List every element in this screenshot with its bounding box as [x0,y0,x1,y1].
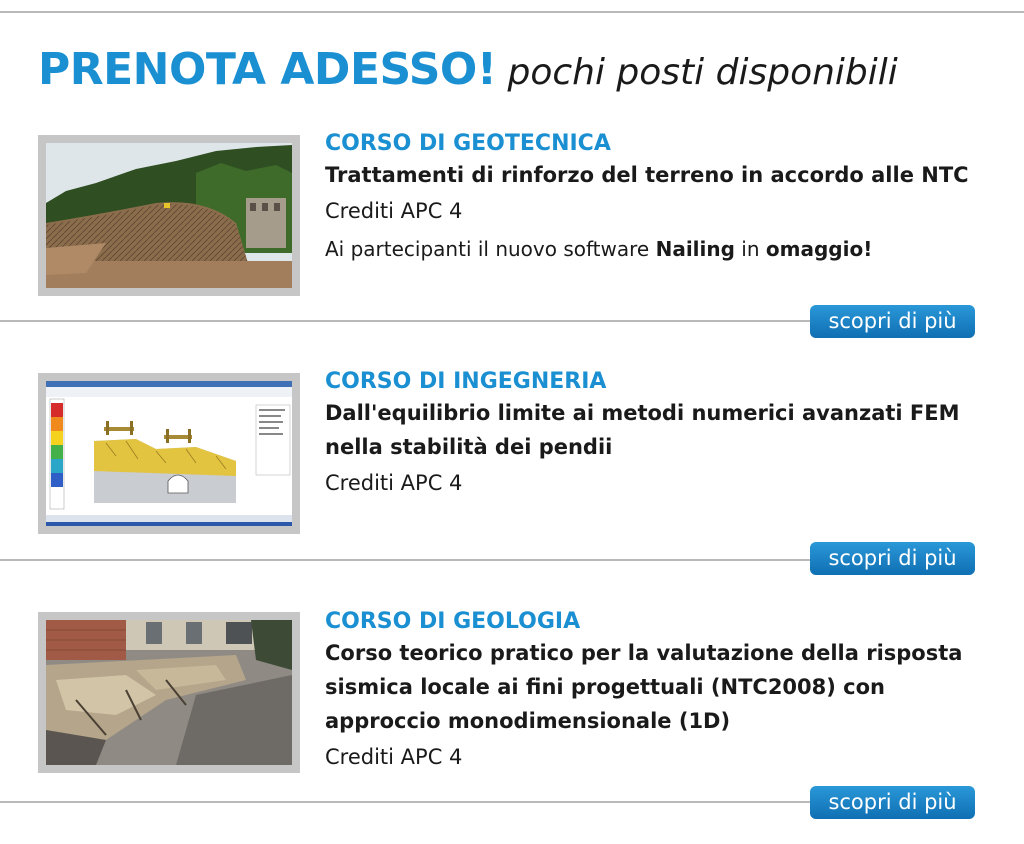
course-info-geotecnica [325,130,1005,266]
course-category: CORSO DI GEOTECNICA [325,131,611,156]
headline [38,44,898,95]
course-divider [0,801,812,803]
promo-prefix: Ai partecipanti il nuovo software [325,237,656,261]
course-image-geologia [38,612,300,773]
course-divider [0,559,812,561]
promo-software: Nailing [655,237,735,261]
course-category: CORSO DI GEOLOGIA [325,609,581,634]
course-divider [0,320,812,322]
course-image-ingegneria [38,373,300,534]
headline-subtitle: pochi posti disponibili [507,52,898,93]
course-credits: Crediti APC 4 [325,745,463,769]
course-info-ingegneria [325,368,1005,500]
discover-more-button[interactable]: scopri di più [810,786,975,819]
discover-more-button[interactable]: scopri di più [810,542,975,575]
promo-highlight: omaggio! [765,237,873,261]
top-divider [0,11,1024,13]
course-title: Dall'equilibrio limite ai metodi numerici avanzati FEM nella stabilità dei pendii [325,401,960,459]
course-image-geotecnica [38,135,300,296]
course-category: CORSO DI INGEGNERIA [325,369,607,394]
course-credits: Crediti APC 4 [325,471,463,495]
discover-more-button[interactable]: scopri di più [810,305,975,338]
course-info-geologia [325,608,1005,774]
promo-middle: in [734,237,766,261]
slope-reinforcement-photo [46,143,292,288]
course-credits: Crediti APC 4 [325,199,463,223]
course-promo [325,232,1005,266]
headline-title: PRENOTA ADESSO! [38,44,497,95]
fem-software-screenshot [46,381,292,526]
earthquake-damage-photo [46,620,292,765]
course-title: Corso teorico pratico per la valutazione della risposta sismica locale ai fini progettuali (NTC2008) con approccio monodimensionale (1D) [325,641,963,733]
course-title: Trattamenti di rinforzo del terreno in accordo alle NTC [325,163,969,187]
